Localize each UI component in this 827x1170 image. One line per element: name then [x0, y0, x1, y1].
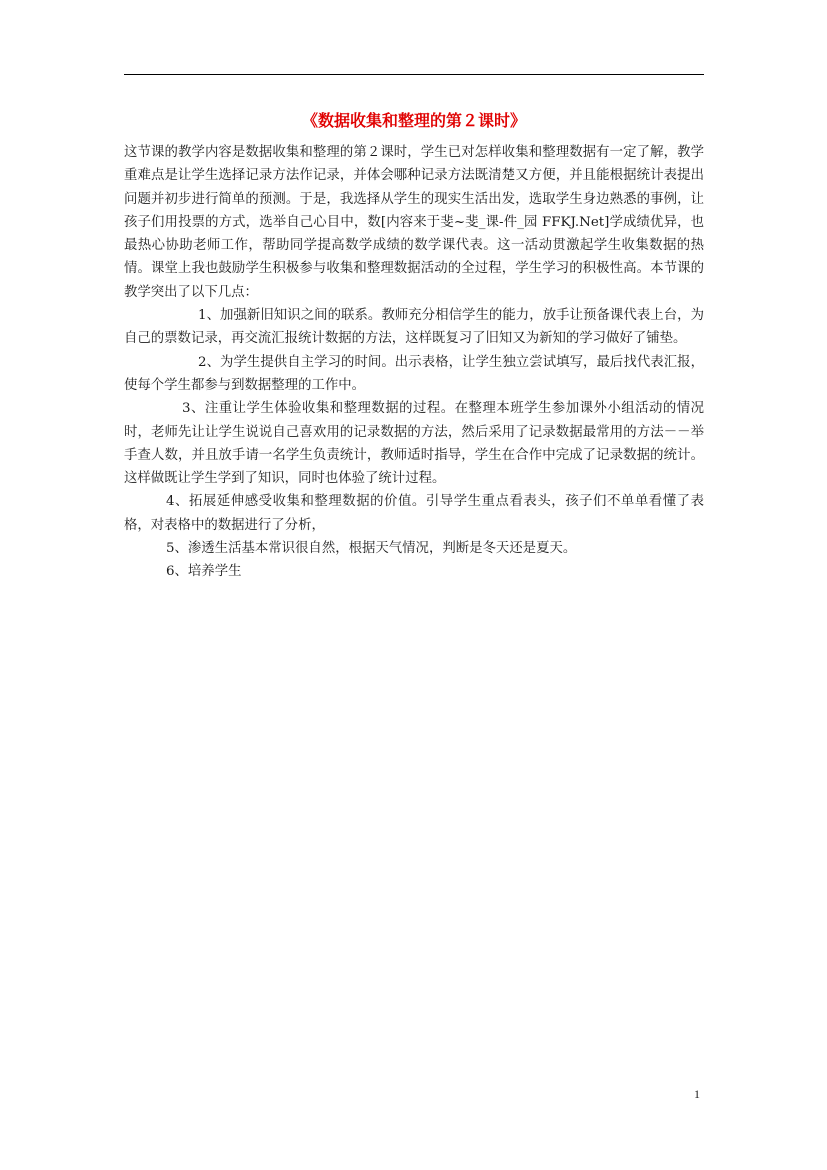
document-body	[124, 141, 704, 584]
point-3-paragraph: 3、注重让学生体验收集和整理数据的过程。在整理本班学生参加课外小组活动的情况时，老师先让让学生说说自己喜欢用的记录数据的方法，然后采用了记录数据最常用的方法－－举手查人数，并且放手请一名学生负责统计，教师适时指导，学生在合作中完成了记录数据的统计。这样做既让学生学到了知识，同时也体验了统计过程。	[124, 401, 704, 487]
point-4-paragraph: 4、拓展延伸感受收集和整理数据的价值。引导学生重点看表头，孩子们不单单看懂了表格，对表格中的数据进行了分析，	[124, 494, 704, 533]
page-number: 1	[694, 1087, 700, 1101]
point-2-paragraph: 2、为学生提供自主学习的时间。出示表格，让学生独立尝试填写，最后找代表汇报，使每个学生都参与到数据整理的工作中。	[124, 354, 704, 393]
header-rule	[124, 74, 704, 75]
point-1-paragraph: 1、加强新旧知识之间的联系。教师充分相信学生的能力，放手让预备课代表上台，为自己的票数记录，再交流汇报统计数据的方法，这样既复习了旧知又为新知的学习做好了铺垫。	[124, 308, 704, 347]
intro-paragraph: 这节课的教学内容是数据收集和整理的第２课时，学生已对怎样收集和整理数据有一定了解，教学重难点是让学生选择记录方法作记录，并体会哪种记录方法既清楚又方便，并且能根据统计表提出问题并初步进行简单的预测。于是，我选择从学生的现实生活出发，选取学生身边熟悉的事例，让孩子们用投票的方式，选举自己心目中，数[内容来于斐~斐_课-件_园 FFKJ.Net]学成绩优异，也最热心协助老师工作，帮助同学提高数学成绩的数学课代表。这一活动贯激起学生收集数据的热情。课堂上我也鼓励学生积极参与收集和整理数据活动的全过程，学生学习的积极性高。本节课的教学突出了以下几点：	[124, 145, 704, 300]
point-5-paragraph: 5、渗透生活基本常识很自然，根据天气情况，判断是冬天还是夏天。	[166, 541, 577, 557]
document-title: 《数据收集和整理的第２课时》	[301, 111, 526, 130]
point-6-paragraph: 6、培养学生	[166, 564, 242, 580]
